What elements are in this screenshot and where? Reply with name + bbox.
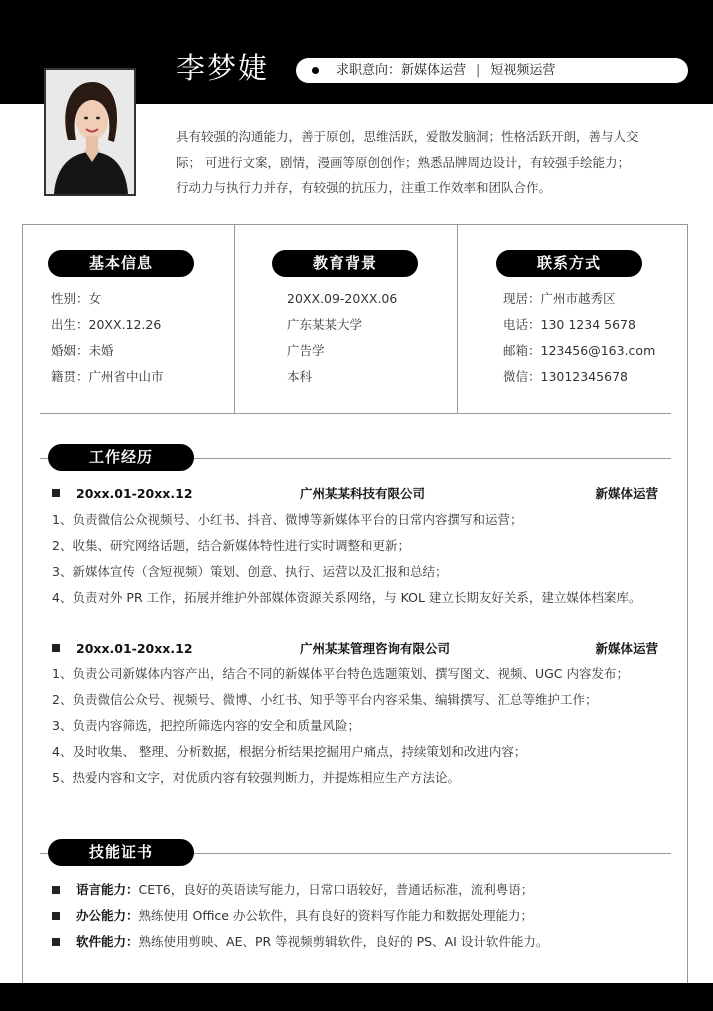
portrait-image [46,70,134,194]
contact-item: 邮箱：123456@163.com [503,343,656,358]
candidate-name: 李梦婕 [176,51,270,85]
profile-photo [44,68,136,196]
square-bullet-icon [52,938,60,946]
contact-title: 联系方式 [496,250,642,277]
job-header [52,484,660,504]
skill-item [52,929,548,955]
education-item: 广告学 [287,343,325,358]
square-bullet-icon [52,644,60,652]
duty-item: 1、负责微信公众视频号、小红书、抖音、微博等新媒体平台的日常内容撰写和运营； [52,512,523,527]
contact-list [503,286,655,390]
education-list [287,286,397,390]
objective-separator: | [476,63,481,78]
skill-item [52,903,548,929]
footer-bar [0,983,713,1011]
skill-label: 软件能力： [76,934,139,949]
skill-text: 熟练使用剪映、AE、PR 等视频剪辑软件，良好的 PS、AI 设计软件能力。 [138,934,549,949]
skills-title: 技能证书 [48,839,194,866]
job-objective-pill [296,58,688,83]
job-header [52,639,660,659]
education-item: 本科 [287,369,313,384]
duty-item: 3、新媒体宣传（含短视频）策划、创意、执行、运营以及汇报和总结； [52,564,448,579]
section-divider [40,413,671,414]
column-divider [457,224,458,414]
duty-item: 5、热爱内容和文字，对优质内容有较强判断力，并提炼相应生产方法论。 [52,770,460,785]
work-title: 工作经历 [48,444,194,471]
intro-line: 行动力与执行力并存，有较强的抗压力，注重工作效率和团队合作。 [176,180,552,195]
objective-secondary: 短视频运营 [490,63,556,78]
objective-primary: 求职意向：新媒体运营 [336,63,467,78]
duty-item: 2、负责微信公众号、视频号、微博、小红书、知乎等平台内容采集、编辑撰写、汇总等维护工作； [52,692,598,707]
square-bullet-icon [52,886,60,894]
skills-list [52,877,548,955]
job-role: 新媒体运营 [595,486,658,501]
education-title: 教育背景 [272,250,418,277]
job-company: 广州某某科技有限公司 [300,486,426,501]
self-introduction [176,124,676,201]
skill-text: CET6，良好的英语读写能力，日常口语较好，普通话标准，流利粤语； [138,882,534,897]
basic-info-item: 出生：20XX.12.26 [51,317,162,332]
duty-item: 4、及时收集、 整理、分析数据，根据分析结果挖掘用户痛点，持续策划和改进内容； [52,744,527,759]
duty-item: 2、收集、研究网络话题，结合新媒体特性进行实时调整和更新； [52,538,410,553]
skill-item [52,877,548,903]
skill-label: 办公能力： [76,908,139,923]
education-item: 广东某某大学 [287,317,363,332]
job-duties [52,661,629,791]
duty-item: 1、负责公司新媒体内容产出，结合不同的新媒体平台特色选题策划、撰写图文、视频、UGC 内容发布； [52,666,629,681]
education-item: 20XX.09-20XX.06 [287,291,398,306]
basic-info-item: 籍贯：广州省中山市 [51,369,164,384]
bullet-dot-icon [312,67,319,74]
basic-info-item: 婚姻：未婚 [51,343,114,358]
basic-info-item: 性别：女 [51,291,102,306]
contact-item: 微信：13012345678 [503,369,628,384]
square-bullet-icon [52,912,60,920]
job-date: 20xx.01-20xx.12 [76,486,193,501]
skill-text: 熟练使用 Office 办公软件，具有良好的资料写作能力和数据处理能力； [138,908,533,923]
square-bullet-icon [52,489,60,497]
skill-label: 语言能力： [76,882,139,897]
basic-info-list [51,286,164,390]
job-role: 新媒体运营 [595,641,658,656]
contact-item: 电话：130 1234 5678 [503,317,636,332]
intro-line: 际； 可进行文案，剧情，漫画等原创创作；熟悉品牌周边设计，有较强手绘能力； [176,154,630,170]
job-duties [52,507,641,611]
job-date: 20xx.01-20xx.12 [76,641,193,656]
basic-info-title: 基本信息 [48,250,194,277]
job-company: 广州某某管理咨询有限公司 [300,641,451,656]
column-divider [234,224,235,414]
contact-item: 现居：广州市越秀区 [503,291,616,306]
duty-item: 4、负责对外 PR 工作，拓展并维护外部媒体资源关系网络，与 KOL 建立长期友好关系，建立媒体档案库。 [52,590,642,605]
intro-line: 具有较强的沟通能力，善于原创，思维活跃，爱散发脑洞；性格活跃开朗，善与人交 [176,129,639,144]
duty-item: 3、负责内容筛选，把控所筛选内容的安全和质量风险； [52,718,360,733]
